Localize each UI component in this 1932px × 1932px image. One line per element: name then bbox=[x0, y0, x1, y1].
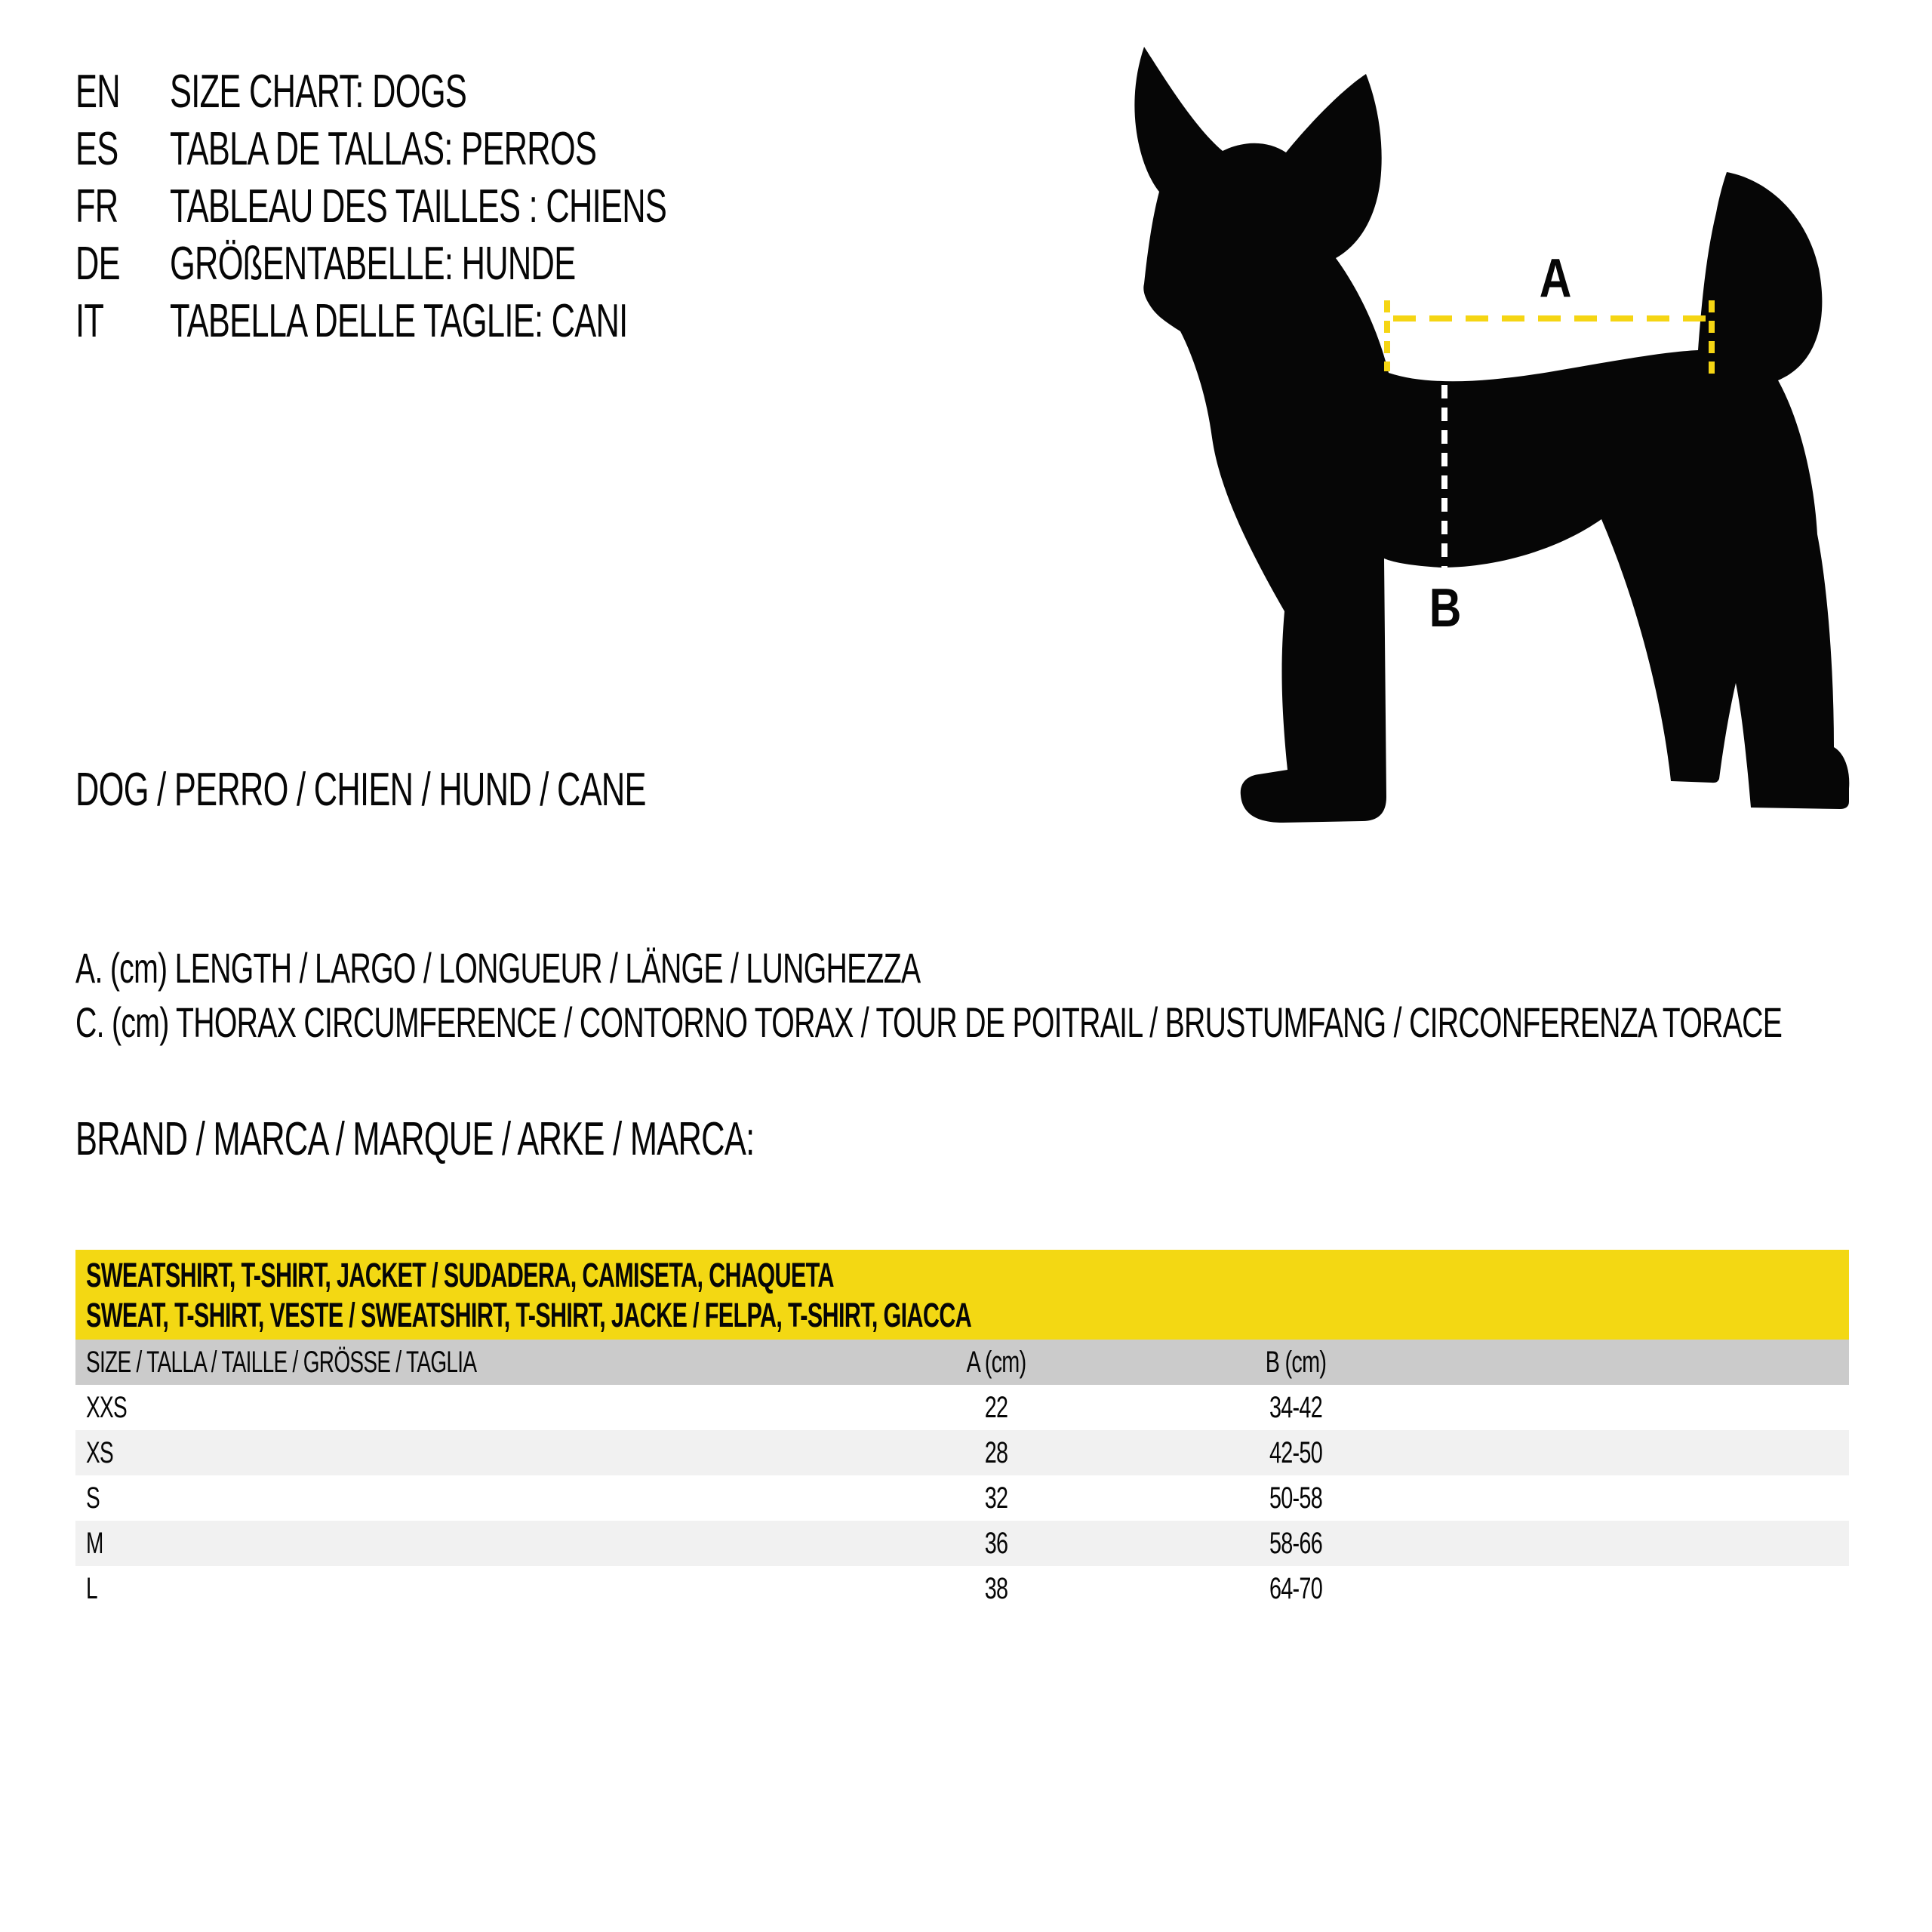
a-cell: 36 bbox=[984, 1527, 1008, 1560]
size-cell: M bbox=[86, 1527, 103, 1560]
b-cell: 58-66 bbox=[1269, 1527, 1322, 1560]
table-title-line-2: SWEAT, T-SHIRT, VESTE / SWEATSHIRT, T-SHIRT, JACKE / FELPA, T-SHIRT, GIACCA bbox=[86, 1296, 972, 1334]
language-title: TABELLA DELLE TAGLIE: CANI bbox=[170, 295, 628, 347]
measure-b-label: B bbox=[1429, 577, 1462, 638]
header-size: SIZE / TALLA / TAILLE / GRÖSSE / TAGLIA bbox=[86, 1346, 477, 1379]
size-cell: S bbox=[86, 1481, 100, 1515]
b-cell: 64-70 bbox=[1269, 1572, 1322, 1605]
table-row bbox=[75, 1430, 1849, 1475]
language-title: SIZE CHART: DOGS bbox=[170, 66, 467, 118]
brand-line: BRAND / MARCA / MARQUE / ARKE / MARCA: bbox=[75, 1113, 755, 1165]
table-row bbox=[75, 1566, 1849, 1611]
language-row-en bbox=[75, 63, 879, 121]
language-code: DE bbox=[75, 238, 120, 290]
language-row-it bbox=[75, 293, 879, 350]
animal-caption: DOG / PERRO / CHIEN / HUND / CANE bbox=[75, 764, 646, 816]
table-title-line-1: SWEATSHIRT, T-SHIRT, JACKET / SUDADERA, CAMISETA, CHAQUETA bbox=[86, 1256, 834, 1294]
b-cell: 50-58 bbox=[1269, 1481, 1322, 1515]
dog-silhouette bbox=[1134, 47, 1849, 823]
language-code: ES bbox=[75, 123, 118, 175]
language-title: GRÖßENTABELLE: HUNDE bbox=[170, 238, 576, 290]
a-cell: 28 bbox=[984, 1436, 1008, 1469]
b-cell: 42-50 bbox=[1269, 1436, 1322, 1469]
a-cell: 22 bbox=[984, 1391, 1008, 1424]
a-cell: 32 bbox=[984, 1481, 1008, 1515]
a-cell: 38 bbox=[984, 1572, 1008, 1605]
language-title: TABLEAU DES TAILLES : CHIENS bbox=[170, 180, 667, 232]
legend-line-a: A. (cm) LENGTH / LARGO / LONGUEUR / LÄNGE / LUNGHEZZA bbox=[75, 944, 921, 992]
size-cell: XXS bbox=[86, 1391, 127, 1424]
size-table bbox=[75, 1250, 1849, 1611]
header-b-cm: B (cm) bbox=[1265, 1346, 1327, 1379]
language-row-es bbox=[75, 121, 879, 178]
measure-a-label: A bbox=[1539, 247, 1572, 309]
language-row-de bbox=[75, 235, 879, 293]
table-row bbox=[75, 1475, 1849, 1521]
size-cell: XS bbox=[86, 1436, 113, 1469]
legend-line-c: C. (cm) THORAX CIRCUMFERENCE / CONTORNO TORAX / TOUR DE POITRAIL / BRUSTUMFANG / CIRCONFERENZA TORACE bbox=[75, 998, 1783, 1046]
table-header-row bbox=[75, 1340, 1849, 1385]
header-a-cm: A (cm) bbox=[966, 1346, 1026, 1379]
table-body bbox=[75, 1385, 1849, 1611]
table-row bbox=[75, 1385, 1849, 1430]
measurement-legend bbox=[75, 941, 1932, 1050]
language-title: TABLA DE TALLAS: PERROS bbox=[170, 123, 597, 175]
language-row-fr bbox=[75, 178, 879, 235]
table-row bbox=[75, 1521, 1849, 1566]
b-cell: 34-42 bbox=[1269, 1391, 1322, 1424]
language-code: FR bbox=[75, 180, 118, 232]
language-code: EN bbox=[75, 66, 120, 118]
size-cell: L bbox=[86, 1572, 97, 1605]
table-title-band bbox=[75, 1250, 1849, 1340]
language-code: IT bbox=[75, 295, 104, 347]
dog-figure bbox=[1094, 30, 1887, 832]
language-title-block bbox=[75, 63, 879, 350]
